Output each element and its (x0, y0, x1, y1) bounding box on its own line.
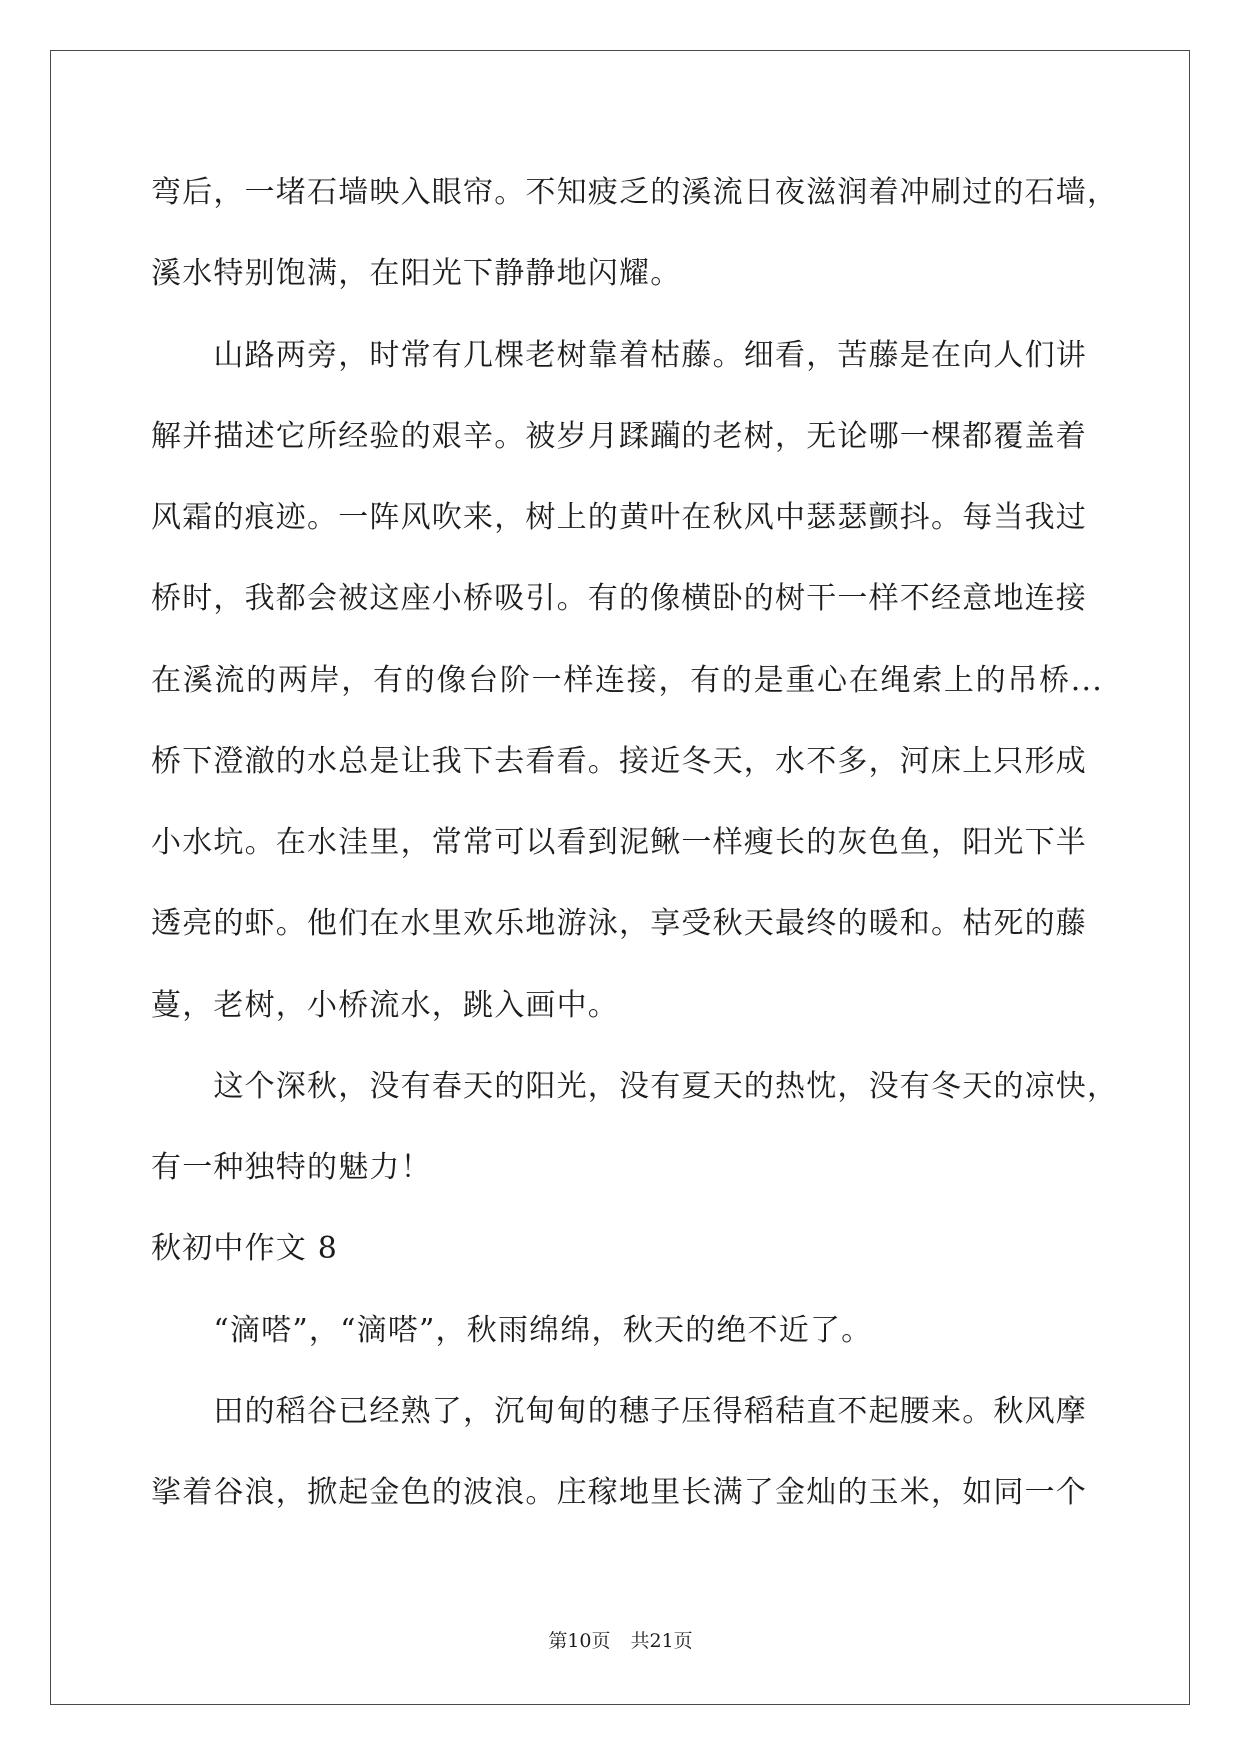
text-line: 山路两旁，时常有几棵老树靠着枯藤。细看，苦藤是在向人们讲 (213, 337, 1087, 373)
page-footer (0, 1628, 1241, 1654)
document-body (151, 152, 1121, 1533)
text-line: 风霜的痕迹。一阵风吹来，树上的黄叶在秋风中瑟瑟颤抖。每当我过 (151, 500, 1087, 535)
text-line: 透亮的虾。他们在水里欢乐地游泳，享受秋天最终的暖和。枯死的藤 (151, 906, 1087, 942)
paragraph (151, 1290, 1121, 1371)
text-line: 桥时，我都会被这座小桥吸引。有的像横卧的树干一样不经意地连接 (151, 581, 1087, 617)
text-line: 在溪流的两岸，有的像台阶一样连接，有的是重心在绳索上的吊桥... (151, 662, 1103, 698)
paragraph (151, 1371, 1121, 1534)
text-line: “滴嗒”，“滴嗒”，秋雨绵绵，秋天的绝不近了。 (213, 1312, 873, 1348)
text-line: 弯后，一堵石墙映入眼帘。不知疲乏的溪流日夜滋润着冲刷过的石墙， (151, 175, 1119, 210)
text-line: 蔓，老树，小桥流水，跳入画中。 (151, 987, 619, 1023)
current-page-label: 第10页 (548, 1630, 611, 1652)
text-line: 桥下澄澈的水总是让我下去看看。接近冬天，水不多，河床上只形成 (151, 743, 1087, 779)
paragraph (151, 1046, 1121, 1209)
text-line: 这个深秋，没有春天的阳光，没有夏天的热忱，没有冬天的凉快， (213, 1068, 1119, 1104)
paragraph (151, 152, 1121, 315)
text-line: 挲着谷浪，掀起金色的波浪。庄稼地里长满了金灿的玉米，如同一个 (151, 1475, 1087, 1510)
text-line: 解并描述它所经验的艰辛。被岁月蹂躏的老树，无论哪一棵都覆盖着 (151, 418, 1087, 454)
text-line: 溪水特别饱满，在阳光下静静地闪耀。 (151, 256, 682, 292)
text-line: 小水坑。在水洼里，常常可以看到泥鳅一样瘦长的灰色鱼，阳光下半 (151, 825, 1087, 860)
text-line: 田的稻谷已经熟了，沉甸甸的穗子压得稻秸直不起腰来。秋风摩 (213, 1393, 1087, 1429)
total-pages-label: 共21页 (630, 1630, 693, 1652)
text-line: 有一种独特的魅力！ (151, 1150, 432, 1185)
paragraph (151, 315, 1121, 1046)
section-heading: 秋初中作文 8 (151, 1231, 339, 1267)
